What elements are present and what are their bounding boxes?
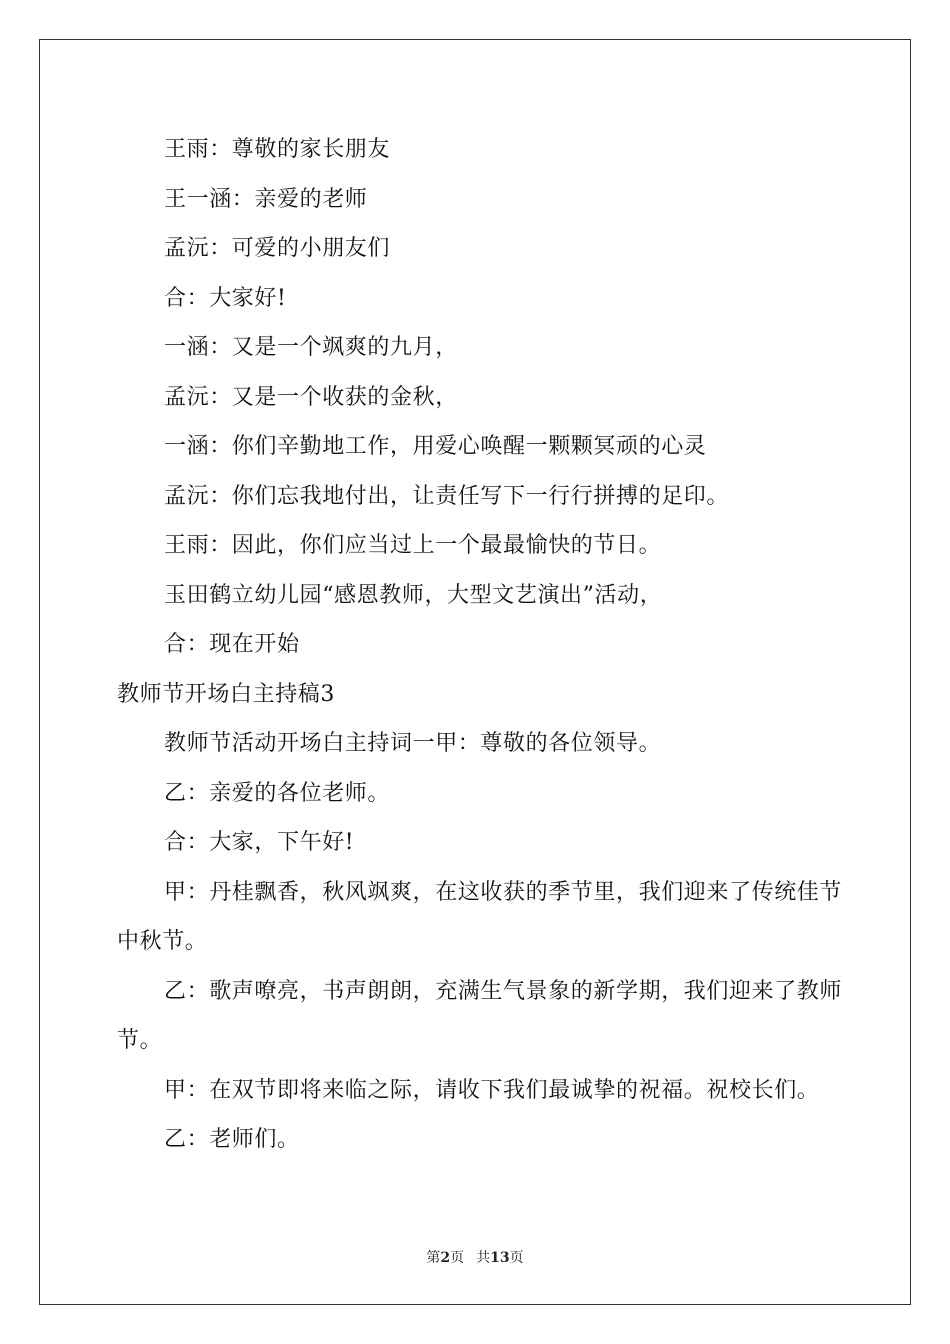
footer-page-prefix: 第	[426, 1250, 441, 1266]
line-yi-teachers-2: 乙：老师们。	[164, 1127, 300, 1152]
line-yihan-work: 一涵：你们辛勤地工作，用爱心唤醒一颗颗冥顽的心灵	[164, 434, 707, 459]
footer-total-prefix: 共	[476, 1250, 491, 1266]
line-together-start: 合：现在开始	[164, 632, 300, 657]
line-mengyuan-effort: 孟沅：你们忘我地付出，让责任写下一行行拼搏的足印。	[164, 483, 730, 509]
footer-total-number: 13	[490, 1250, 510, 1266]
line-wangyihan-greeting: 王一涵：亲爱的老师	[164, 186, 368, 212]
line-yihan-september: 一涵：又是一个飒爽的九月，	[164, 335, 458, 360]
section-heading: 教师节开场白主持稿3	[117, 681, 335, 707]
footer-page-suffix: 页	[450, 1250, 465, 1266]
line-wangyu-holiday: 王雨：因此，你们应当过上一个最最愉快的节日。	[164, 533, 662, 558]
line-jia-leaders: 教师节活动开场白主持词一甲：尊敬的各位领导。	[164, 731, 662, 756]
line-together-afternoon: 合：大家，下午好!	[164, 830, 355, 855]
footer-page-number: 2	[440, 1250, 451, 1266]
line-event-title: 玉田鹤立幼儿园“感恩教师，大型文艺演出”活动，	[164, 582, 663, 608]
line-jia-blessing: 甲：在双节即将来临之际，请收下我们最诚挚的祝福。祝校长们。	[164, 1077, 820, 1103]
page-footer	[0, 1248, 950, 1268]
line-together-hello: 合：大家好!	[164, 285, 287, 311]
document-body	[117, 125, 852, 1165]
footer-total-suffix: 页	[509, 1250, 524, 1266]
line-wangyu-greeting: 王雨：尊敬的家长朋友	[164, 137, 391, 162]
line-yi-teachersday: 乙：歌声嘹亮，书声朗朗，充满生气景象的新学期，我们迎来了教师节。	[117, 978, 843, 1053]
line-mengyuan-autumn: 孟沅：又是一个收获的金秋，	[164, 384, 458, 410]
line-yi-teachers: 乙：亲爱的各位老师。	[164, 780, 391, 806]
line-mengyuan-greeting: 孟沅：可爱的小朋友们	[164, 236, 391, 261]
line-jia-midautumn: 甲：丹桂飘香，秋风飒爽，在这收获的季节里，我们迎来了传统佳节中秋节。	[117, 879, 843, 954]
